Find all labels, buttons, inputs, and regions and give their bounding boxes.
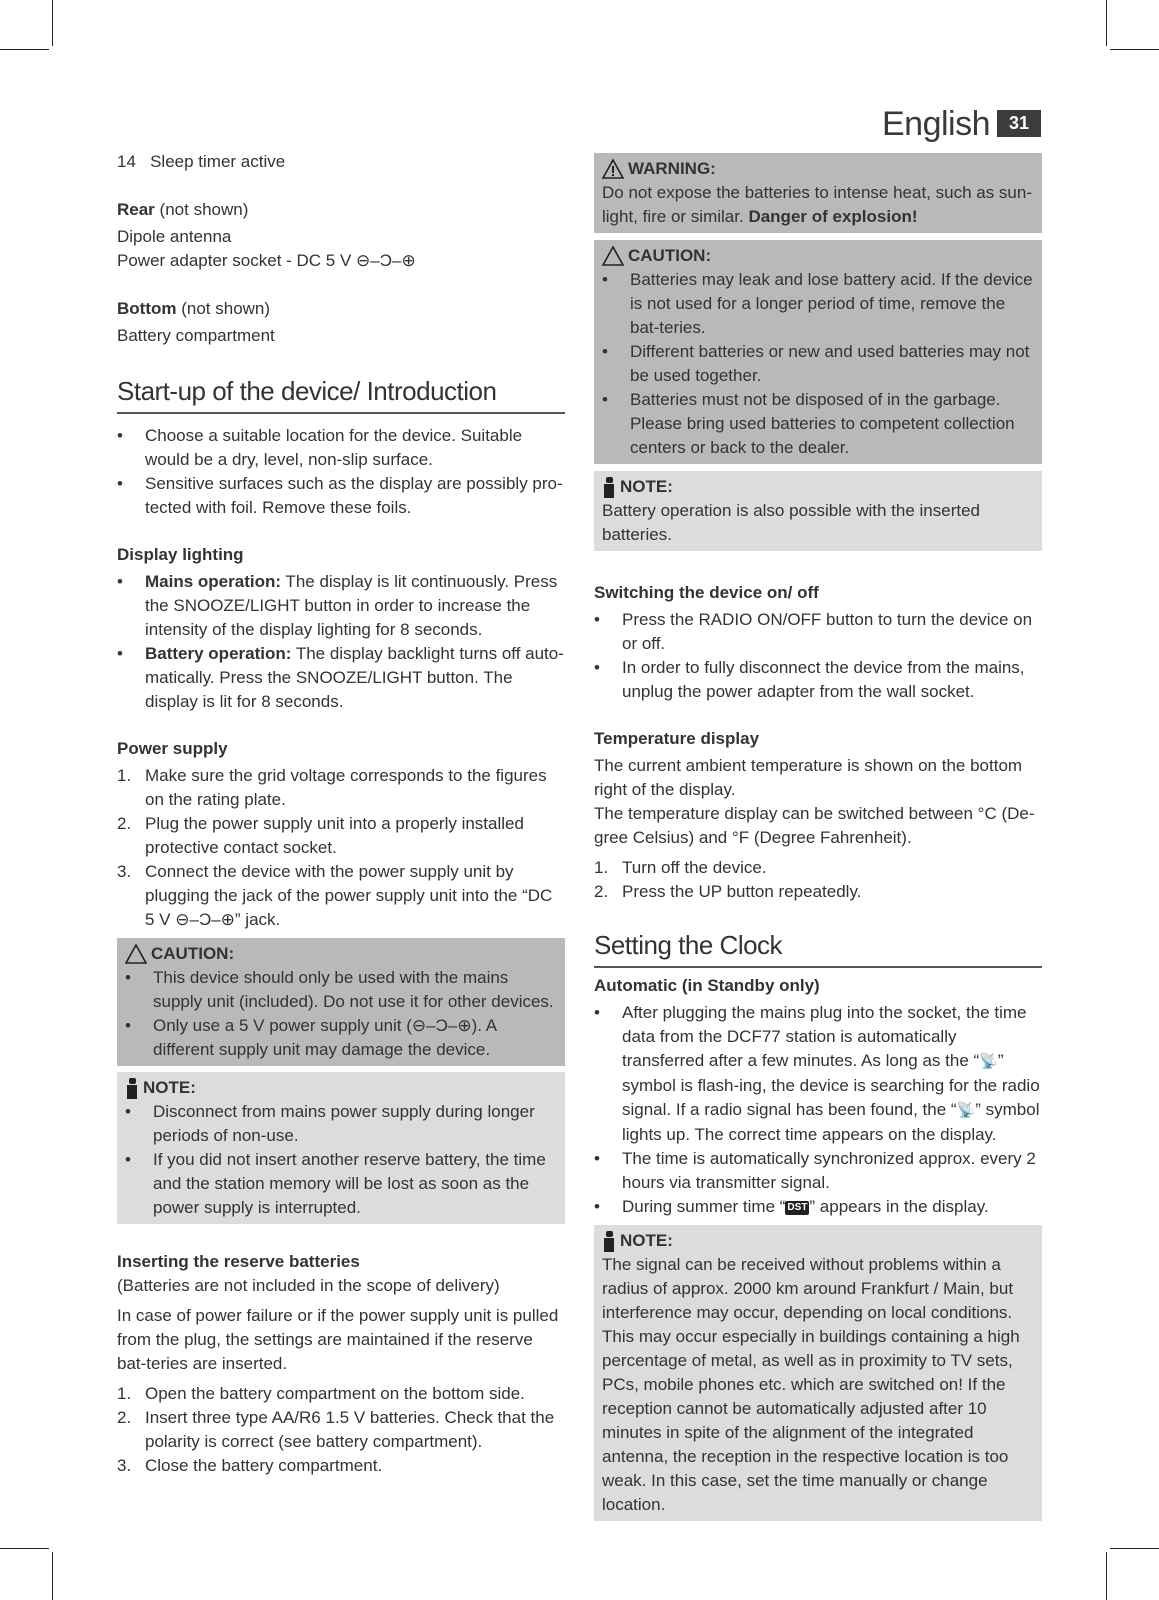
clock-list [594, 1001, 1042, 1219]
list-item: • If you did not insert another reserve battery, the time and the station memory will be lost as soon as the power supply is interrupted. [125, 1150, 546, 1217]
crop-mark [1106, 0, 1107, 46]
crop-mark [1106, 1552, 1107, 1600]
note-title: NOTE: [602, 1229, 1034, 1253]
list-item: • Only use a 5 V power supply unit (⊖–Ɔ–⊕). A different supply unit may damage the device. [125, 1016, 497, 1059]
bottom-line: Battery compartment [117, 326, 275, 345]
warning-text: Do not expose the batteries to intense heat, such as sun-light, fire or similar. Danger of explosion! [602, 183, 1032, 226]
list-item: • Batteries may leak and lose battery acid. If the device is not used for a longer period of time, remove the bat-teries. [602, 270, 1033, 337]
crop-mark [1110, 1548, 1159, 1549]
power-supply-title: Power supply [117, 739, 228, 758]
list-item: • Choose a suitable location for the device. Suitable would be a dry, level, non-slip surface. [117, 426, 523, 469]
item-number: 14 [117, 152, 136, 171]
clock-subtitle: Automatic (in Standby only) [594, 976, 820, 995]
right-column [594, 153, 1042, 1521]
note-title: NOTE: [125, 1076, 557, 1100]
display-lighting-list [117, 570, 565, 714]
list-item: • Sensitive surfaces such as the display are possibly pro-tected with foil. Remove these foils. [117, 474, 563, 517]
caution-list [125, 966, 557, 1062]
list-item: 3. Connect the device with the power supply unit by plugging the jack of the power supply unit into the “DC 5 V ⊖–Ɔ–⊕” jack. [117, 862, 553, 929]
list-item: 3. Close the battery compartment. [117, 1456, 383, 1475]
temperature-paragraph: The current ambient temperature is shown on the bottom right of the display. [594, 756, 1023, 799]
list-item: 1. Turn off the device. [594, 858, 767, 877]
list-item: • Press the RADIO ON/OFF button to turn the device on or off. [594, 610, 1033, 653]
info-icon [602, 1230, 616, 1252]
bottom-note: (not shown) [181, 299, 271, 318]
display-lighting-title: Display lighting [117, 545, 244, 564]
item-14 [117, 150, 565, 174]
crop-mark [0, 1548, 49, 1549]
left-column [117, 148, 565, 1478]
list-item: • During summer time “ DST ” appears in the display. [594, 1197, 989, 1216]
list-item: • Different batteries or new and used batteries may not be used together. [602, 342, 1030, 385]
list-item: • Disconnect from mains power supply during longer periods of non-use. [125, 1102, 535, 1145]
temperature-steps [594, 856, 1042, 904]
dst-icon: DST [787, 1202, 808, 1213]
reserve-batteries-subtitle: (Batteries are not included in the scope of delivery) [117, 1276, 500, 1295]
bottom-title [117, 297, 565, 321]
caution-title: CAUTION: [602, 244, 1034, 268]
temperature-paragraph: The temperature display can be switched between °C (De-gree Celsius) and °F (Degree Fahrenheit). [594, 804, 1035, 847]
info-icon [125, 1077, 139, 1099]
power-supply-steps [117, 764, 565, 932]
note-text: The signal can be received without problems within a radius of approx. 2000 km around Frankfurt / Main, but interference may occur, depending on local conditions. This may occur especially in buildings containing a high percentage of metal, as well as in proximity to TV sets, PCs, mobile phones etc. which are switched on! If the reception cannot be automatically adjusted after 10 minutes in spite of the alignment of the integrated antenna, the reception in the respective location is too weak. In this case, set the time manually or change location. [602, 1255, 1020, 1514]
caution-box [594, 240, 1042, 464]
crop-mark [52, 0, 53, 46]
reserve-batteries-steps [117, 1382, 565, 1478]
temperature-title: Temperature display [594, 729, 760, 748]
caution-title: CAUTION: [125, 942, 557, 966]
section-heading-clock: Setting the Clock [594, 928, 1042, 968]
list-item: • Battery operation: The display backlight turns off auto-matically. Press the SNOOZE/LIGHT button. The display is lit for 8 seconds. [117, 644, 564, 711]
list-item: 1. Open the battery compartment on the bottom side. [117, 1384, 525, 1403]
list-item: • In order to fully disconnect the device from the mains, unplug the power adapter from the wall socket. [594, 658, 1025, 701]
warning-box [594, 153, 1042, 233]
rear-line: Power adapter socket - DC 5 V ⊖–Ɔ–⊕ [117, 251, 416, 270]
page-number: 31 [997, 110, 1041, 137]
note-list [125, 1100, 557, 1220]
list-item: 2. Insert three type AA/R6 1.5 V batteries. Check that the polarity is correct (see battery compartment). [117, 1408, 555, 1451]
note-box [594, 471, 1042, 551]
list-item: • This device should only be used with the mains supply unit (included). Do not use it for other devices. [125, 968, 554, 1011]
list-item: • After plugging the mains plug into the socket, the time data from the DCF77 station is automatically transferred after a few minutes. As long as the “📡” symbol is flash-ing, the device is searching for the radio signal. If a radio signal has been found, the “📡” symbol lights up. The correct time appears on the display. [594, 1003, 1040, 1144]
reserve-batteries-title: Inserting the reserve batteries [117, 1252, 360, 1271]
list-item: 2. Plug the power supply unit into a properly installed protective contact socket. [117, 814, 524, 857]
startup-list [117, 424, 565, 520]
item-text: Sleep timer active [150, 152, 286, 171]
radio-signal-icon: 📡 [956, 1102, 976, 1119]
warning-triangle-icon [125, 944, 147, 964]
rear-title [117, 198, 565, 222]
rear-line: Dipole antenna [117, 227, 232, 246]
note-title: NOTE: [602, 475, 1034, 499]
page-language-title: English [882, 105, 991, 143]
warning-title: WARNING: [602, 157, 1034, 181]
warning-triangle-icon [602, 246, 624, 266]
note-box [117, 1072, 565, 1224]
crop-mark [52, 1552, 53, 1600]
reserve-batteries-paragraph: In case of power failure or if the power supply unit is pulled from the plug, the settings are maintained if the reserve bat-teries are inserted. [117, 1306, 559, 1373]
list-item: 2. Press the UP button repeatedly. [594, 882, 862, 901]
list-item: • Mains operation: The display is lit continuously. Press the SNOOZE/LIGHT button in order to increase the intensity of the display lighting for 8 seconds. [117, 572, 558, 639]
crop-mark [1110, 49, 1159, 50]
section-heading-startup: Start-up of the device/ Introduction [117, 374, 565, 414]
list-item: 1. Make sure the grid voltage corresponds to the figures on the rating plate. [117, 766, 547, 809]
note-box [594, 1225, 1042, 1521]
note-text: Battery operation is also possible with the inserted batteries. [602, 501, 980, 544]
caution-box [117, 938, 565, 1066]
list-item: • Batteries must not be disposed of in the garbage. Please bring used batteries to competent collection centers or back to the dealer. [602, 390, 1015, 457]
caution-list [602, 268, 1034, 460]
switching-list [594, 608, 1042, 704]
rear-label: Rear [117, 200, 155, 219]
switching-title: Switching the device on/ off [594, 583, 819, 602]
bottom-label: Bottom [117, 299, 177, 318]
warning-triangle-icon [602, 159, 624, 179]
crop-mark [0, 49, 49, 50]
radio-signal-icon: 📡 [979, 1053, 998, 1070]
info-icon [602, 476, 616, 498]
list-item: • The time is automatically synchronized approx. every 2 hours via transmitter signal. [594, 1149, 1036, 1192]
rear-note: (not shown) [159, 200, 249, 219]
